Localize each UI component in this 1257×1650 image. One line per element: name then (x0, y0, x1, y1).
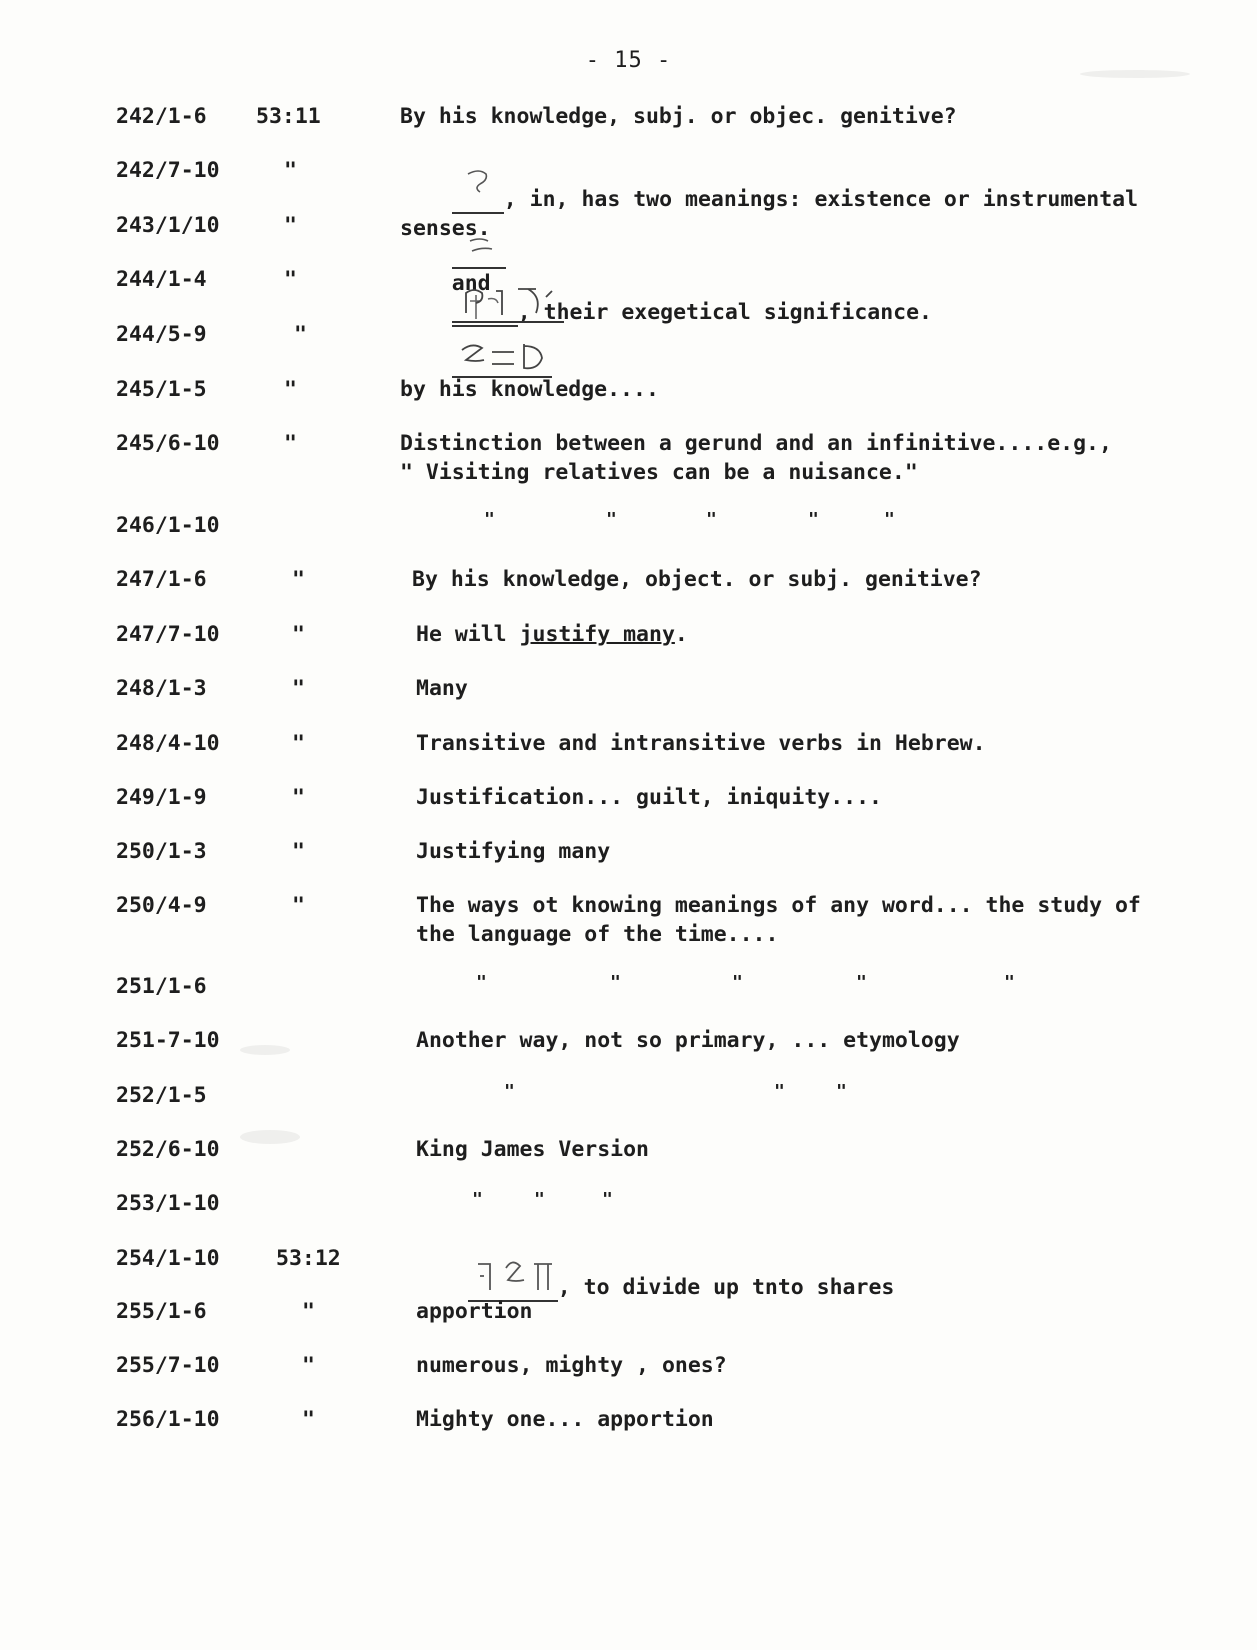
ditto-marks (0, 1185, 1257, 1214)
page-line-ref: 252/6-10 (116, 1137, 220, 1162)
page-line-ref: 247/1-6 (116, 567, 207, 592)
page-line-ref: 242/1-6 (116, 104, 207, 129)
scan-smudge (1080, 70, 1190, 78)
page-line-ref: 254/1-10 (116, 1246, 220, 1271)
page-line-ref: 251-7-10 (116, 1028, 220, 1053)
scan-smudge (240, 1045, 290, 1055)
ditto-mark: " (836, 1081, 847, 1102)
verse-ref: " (284, 267, 297, 292)
ditto-mark: " (808, 509, 819, 530)
entry-text: Another way, not so primary, ... etymology (416, 1028, 960, 1053)
ditto-mark: " (706, 509, 717, 530)
verse-ref: " (302, 1407, 315, 1432)
page-line-ref: 246/1-10 (116, 513, 220, 538)
verse-ref: " (284, 431, 297, 456)
ditto-mark: " (504, 1081, 515, 1102)
entry-text: by his knowledge.... (400, 377, 659, 402)
entry-text (416, 620, 1216, 649)
entry-text: numerous, mighty , ones? (416, 1353, 727, 1378)
ditto-mark: " (534, 1189, 545, 1210)
verse-ref: " (292, 785, 305, 810)
ditto-mark: " (774, 1081, 785, 1102)
ditto-mark: " (476, 972, 487, 993)
verse-ref: " (302, 1299, 315, 1324)
hebrew-word-handwriting (452, 334, 552, 378)
entry-text: Transitive and intransitive verbs in Hebrew. (416, 731, 986, 756)
entry-text-rest: , in, has two meanings: existence or instrumental senses. (400, 187, 1151, 241)
hebrew-letter-handwriting (464, 168, 494, 204)
ditto-mark: " (856, 972, 867, 993)
page-line-ref: 248/4-10 (116, 731, 220, 756)
entry-text-part: He will (416, 622, 520, 647)
entry-text-part: , their exegetical significance. (517, 300, 932, 325)
entry-text: Justification... guilt, iniquity.... (416, 785, 882, 810)
page-line-ref: 242/7-10 (116, 158, 220, 183)
entry-text: Justifying many (416, 839, 611, 864)
page-line-ref: 256/1-10 (116, 1407, 220, 1432)
hebrew-word-handwriting (452, 283, 564, 323)
entry-text-part: . (674, 622, 688, 647)
scan-smudge (240, 1130, 300, 1144)
verse-ref: " (292, 676, 305, 701)
entry-text: apportion (416, 1299, 533, 1324)
page-line-ref: 247/7-10 (116, 622, 220, 647)
page-line-ref: 248/1-3 (116, 676, 207, 701)
page-line-ref: 252/1-5 (116, 1083, 207, 1108)
underlined-phrase: justify many (519, 622, 675, 647)
verse-ref: " (284, 377, 297, 402)
verse-ref: " (284, 213, 297, 238)
verse-ref: " (302, 1353, 315, 1378)
entry-text-rest: , to divide up tnto shares (557, 1275, 895, 1300)
verse-ref: " (284, 158, 297, 183)
page-number: - 15 - (585, 48, 672, 73)
ditto-mark: " (1004, 972, 1015, 993)
page-line-ref: 245/1-5 (116, 377, 207, 402)
verse-ref: " (292, 893, 305, 918)
ditto-mark: " (732, 972, 743, 993)
entry-text: By his knowledge, subj. or objec. genitive? (400, 104, 957, 129)
page-line-ref: 244/5-9 (116, 322, 207, 347)
ditto-mark: " (606, 509, 617, 530)
page-line-ref: 249/1-9 (116, 785, 207, 810)
verse-ref: " (294, 322, 307, 347)
entry-text-part: and (451, 271, 491, 296)
page-line-ref: 245/6-10 (116, 431, 220, 456)
ditto-mark: " (884, 509, 895, 530)
page-line-ref: 243/1/10 (116, 213, 220, 238)
hebrew-letter-handwriting (466, 235, 496, 261)
page-line-ref: 244/1-4 (116, 267, 207, 292)
entry-text: By his knowledge, object. or subj. genitive? (412, 567, 982, 592)
page-line-ref: 255/1-6 (116, 1299, 207, 1324)
entry-text: King James Version (416, 1137, 649, 1162)
ditto-mark: " (602, 1189, 613, 1210)
ditto-marks (0, 505, 1257, 534)
page-line-ref: 255/7-10 (116, 1353, 220, 1378)
verse-ref: " (292, 731, 305, 756)
hebrew-word-handwriting (468, 1254, 558, 1300)
entry-text: Many (416, 676, 468, 701)
verse-ref: " (292, 839, 305, 864)
verse-ref: " (292, 567, 305, 592)
ditto-marks (0, 1077, 1257, 1106)
page-line-ref: 251/1-6 (116, 974, 207, 999)
verse-ref: 53:12 (276, 1246, 341, 1271)
entry-text: Mighty one... apportion (416, 1407, 714, 1432)
verse-ref: " (292, 622, 305, 647)
ditto-mark: " (610, 972, 621, 993)
entry-text: The ways ot knowing meanings of any word... the study of the language of the time.... (416, 893, 1141, 947)
ditto-mark: " (472, 1189, 483, 1210)
page-line-ref: 250/4-9 (116, 893, 207, 918)
entry-text: Distinction between a gerund and an infinitive....e.g., " Visiting relatives can be a nuisance." (400, 431, 1112, 485)
page-line-ref: 253/1-10 (116, 1191, 220, 1216)
ditto-marks (0, 968, 1257, 997)
ditto-mark: " (484, 509, 495, 530)
verse-ref: 53:11 (256, 104, 321, 129)
page-line-ref: 250/1-3 (116, 839, 207, 864)
